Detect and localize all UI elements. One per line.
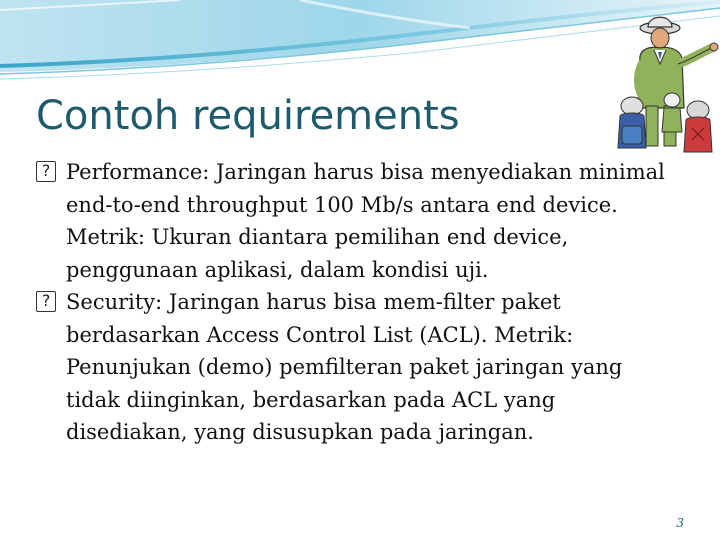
bullet-marker-icon: ? — [36, 291, 56, 312]
bullet-item-security — [36, 286, 676, 449]
bullet-marker-icon: ? — [36, 161, 56, 182]
bullet-list — [36, 156, 676, 449]
bullet-text: Security: Jaringan harus bisa mem-filter paket berdasarkan Access Control List (ACL). Metrik: Penunjukan (demo) pemfilteran paket jaringan yang tidak diinginkan, berdasarkan pada ACL yang disediakan, yang disusupkan pada jaringan. — [66, 290, 623, 444]
teacher-with-children-clipart — [612, 8, 720, 160]
bullet-item-performance — [36, 156, 676, 286]
bullet-text: Performance: Jaringan harus bisa menyediakan minimal end-to-end throughput 100 Mb/s antara end device. Metrik: Ukuran diantara pemilihan end device, penggunaan aplikasi, dalam kondisi uji. — [66, 160, 665, 282]
slide-title: Contoh requirements — [36, 93, 460, 139]
page-number: 3 — [676, 516, 684, 530]
